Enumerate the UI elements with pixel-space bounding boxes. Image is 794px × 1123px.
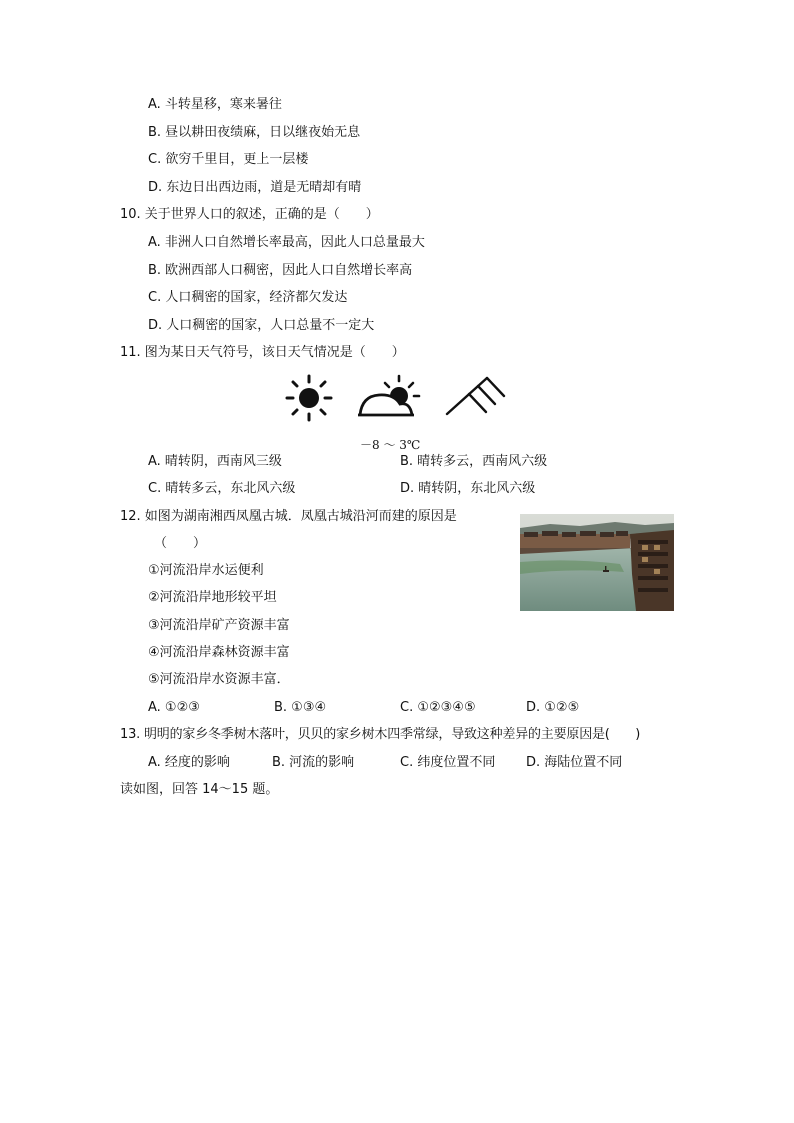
weather-symbols — [282, 372, 512, 424]
read-figure-instruction: 读如图，回答 14～15 题。 — [120, 782, 279, 797]
q10-option-c: C. 人口稠密的国家，经济都欠发达 — [148, 290, 348, 305]
q10-option-a: A. 非洲人口自然增长率最高，因此人口总量最大 — [148, 235, 425, 250]
wind-barb-icon — [447, 378, 504, 414]
q12-option-d: D. ①②⑤ — [526, 700, 580, 715]
q13-stem: 13. 明明的家乡冬季树木落叶，贝贝的家乡树木四季常绿，导致这种差异的主要原因是( ) — [120, 727, 641, 742]
temperature-label: －8 ～ 3℃ — [360, 438, 421, 452]
q13-option-b: B. 河流的影响 — [272, 755, 355, 770]
q12-item-2: ②河流沿岸地形较平坦 — [148, 590, 277, 605]
q13-option-a: A. 经度的影响 — [148, 755, 230, 770]
q11-option-c: C. 晴转多云，东北风六级 — [148, 481, 296, 496]
q9-option-c: C. 欲穷千里目，更上一层楼 — [148, 152, 309, 167]
q12-answer-paren: （ ） — [154, 536, 207, 551]
q10-option-d: D. 人口稠密的国家，人口总量不一定大 — [148, 318, 375, 333]
q12-option-c: C. ①②③④⑤ — [400, 700, 476, 715]
q9-option-b: B. 昼以耕田夜绩麻，日以继夜始无息 — [148, 125, 361, 140]
q11-stem: 11. 图为某日天气符号，该日天气情况是（ ） — [120, 345, 405, 360]
q11-option-d: D. 晴转阴，东北风六级 — [400, 481, 536, 496]
q12-item-3: ③河流沿岸矿产资源丰富 — [148, 618, 290, 633]
q12-option-b: B. ①③④ — [274, 700, 327, 715]
q12-item-1: ①河流沿岸水运便利 — [148, 563, 264, 578]
q12-option-a: A. ①②③ — [148, 700, 200, 715]
q11-option-a: A. 晴转阴，西南风三级 — [148, 454, 282, 469]
q9-option-d: D. 东边日出西边雨，道是无晴却有晴 — [148, 180, 362, 195]
q10-stem: 10. 关于世界人口的叙述，正确的是（ ） — [120, 207, 379, 222]
partly-cloudy-icon — [358, 376, 419, 415]
q10-option-b: B. 欧洲西部人口稠密，因此人口自然增长率高 — [148, 263, 413, 278]
fenghuang-town-photo — [520, 514, 674, 611]
q11-option-b: B. 晴转多云，西南风六级 — [400, 454, 548, 469]
q12-item-4: ④河流沿岸森林资源丰富 — [148, 645, 290, 660]
q9-option-a: A. 斗转星移，寒来暑往 — [148, 97, 282, 112]
q13-option-d: D. 海陆位置不同 — [526, 755, 623, 770]
q12-stem: 12. 如图为湖南湘西凤凰古城．凤凰古城沿河而建的原因是 — [120, 509, 457, 524]
q13-option-c: C. 纬度位置不同 — [400, 755, 496, 770]
q12-item-5: ⑤河流沿岸水资源丰富． — [148, 672, 290, 687]
sun-icon — [287, 376, 331, 420]
